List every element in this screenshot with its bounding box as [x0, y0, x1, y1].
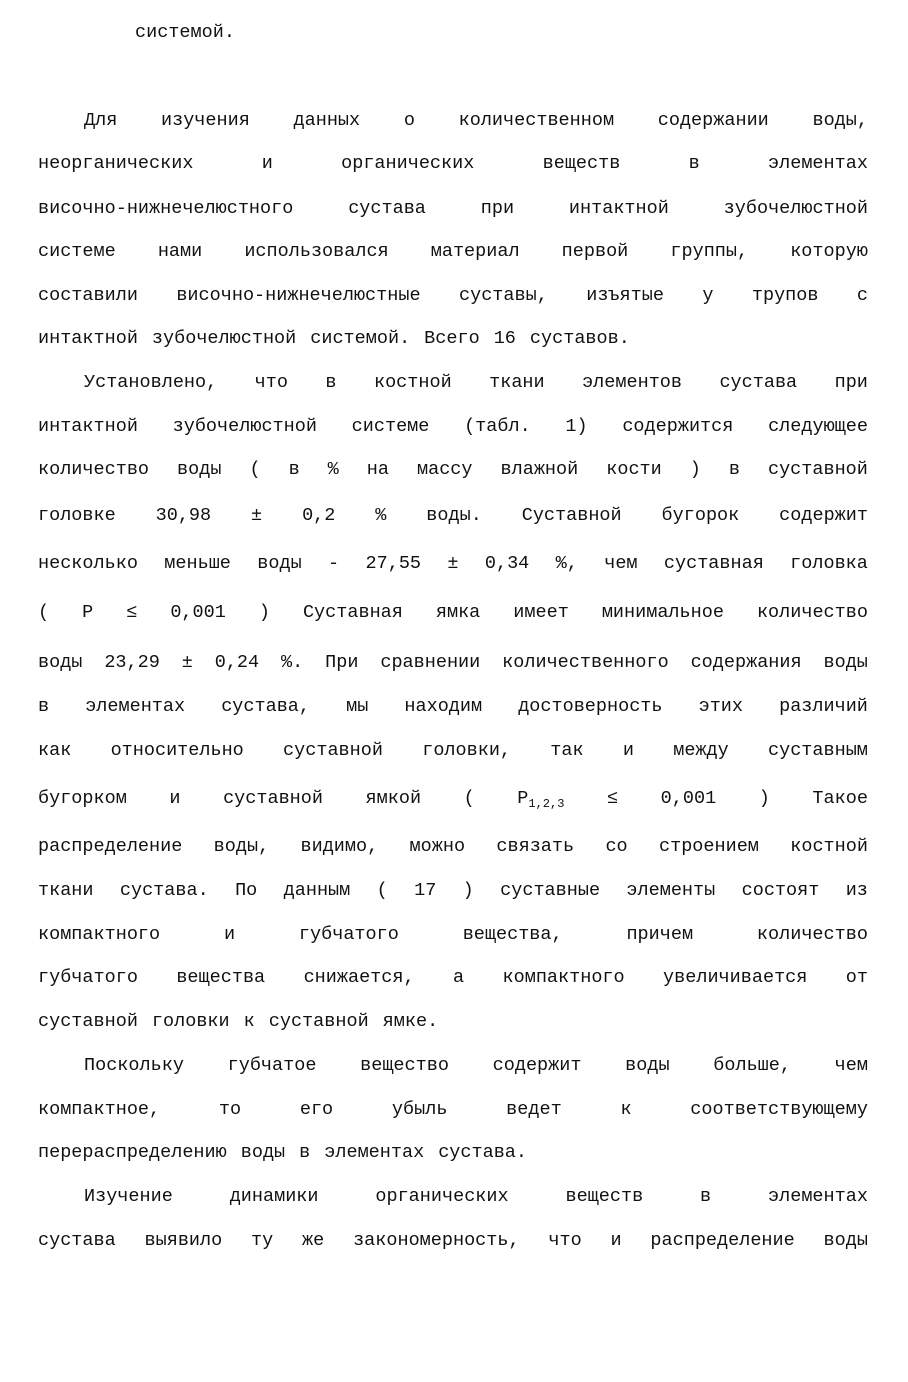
text-line: суставной головки к суставной ямке.: [38, 1011, 439, 1032]
text-line: Поскольку губчатое вещество содержит воды больше, чем: [84, 1055, 868, 1076]
text-line: распределение воды, видимо, можно связать со строением костной: [38, 836, 868, 857]
text-line: компактное, то его убыль ведет к соответствующему: [38, 1099, 868, 1120]
text-line: височно-нижнечелюстного сустава при интактной зубочелюстной: [38, 198, 868, 219]
text-line: Установлено, что в костной ткани элементов сустава при: [84, 372, 868, 393]
text-line: перераспределению воды в элементах сустава.: [38, 1142, 528, 1163]
text-line: компактного и губчатого вещества, причем количество: [38, 924, 868, 945]
text-line: количество воды ( в % на массу влажной кости ) в суставной: [38, 459, 868, 480]
text-line: ткани сустава. По данным ( 17 ) суставные элементы состоят из: [38, 880, 868, 901]
text-line: системе нами использовался материал первой группы, которую: [38, 241, 868, 262]
text-line: губчатого вещества снижается, а компактного увеличивается от: [38, 967, 868, 988]
text-line: бугорком и суставной ямкой ( $Р_{1,2,3}$ ≤ 0,001 ) Такое: [38, 788, 868, 811]
text-line: сустава выявило ту же закономерность, что и распределение воды: [38, 1230, 868, 1251]
text-line: интактной зубочелюстной системой. Всего 16 суставов.: [38, 328, 630, 349]
text-line: Для изучения данных о количественном содержании воды,: [84, 110, 868, 131]
text-line: Изучение динамики органических веществ в элементах: [84, 1186, 868, 1207]
text-line: системой.: [135, 22, 235, 43]
text-line: головке 30,98 ± 0,2 % воды. Суставной бугорок содержит: [38, 505, 868, 526]
text-line: несколько меньше воды - 27,55 ± 0,34 %, чем суставная головка: [38, 553, 868, 574]
text-line: как относительно суставной головки, так и между суставным: [38, 740, 868, 761]
text-line: составили височно-нижнечелюстные суставы, изъятые у трупов с: [38, 285, 868, 306]
text-line: воды 23,29 ± 0,24 %. При сравнении количественного содержания воды: [38, 652, 868, 673]
text-line: интактной зубочелюстной системе (табл. 1) содержится следующее: [38, 416, 868, 437]
text-line: ( Р ≤ 0,001 ) Суставная ямка имеет минимальное количество: [38, 602, 868, 623]
text-line: в элементах сустава, мы находим достоверность этих различий: [38, 696, 868, 717]
text-line: неорганических и органических веществ в элементах: [38, 153, 868, 174]
